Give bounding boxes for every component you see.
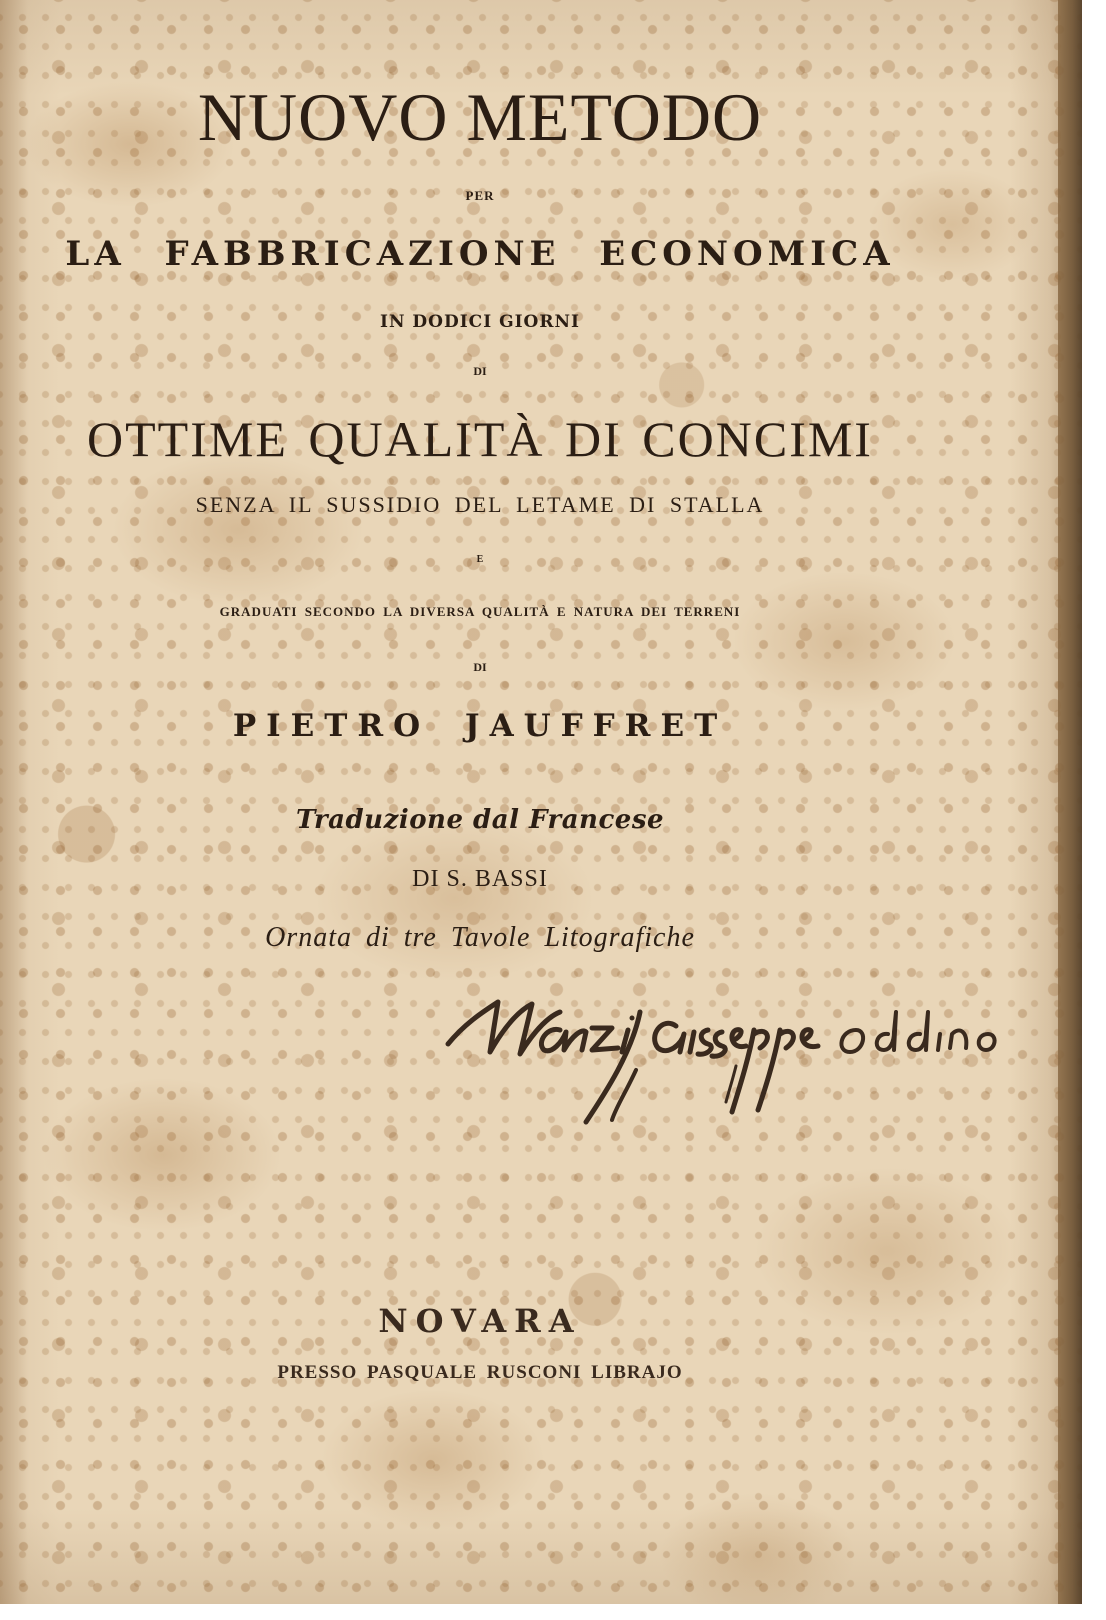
book-title: NUOVO METODO <box>197 79 763 155</box>
author-name: PIETRO JAUFFRET <box>232 708 728 744</box>
illustrations-note: Ornata di tre Tavole Litografiche <box>265 922 695 953</box>
publisher-line: PRESSO PASQUALE RUSCONI LIBRAJO <box>277 1362 683 1383</box>
subtitle-without: SENZA IL SUSSIDIO DEL LETAME DI STALLA <box>195 492 765 517</box>
publication-city: NOVARA <box>378 1302 582 1340</box>
subtitle-duration: IN DODICI GIORNI <box>380 312 580 332</box>
handwritten-signature <box>436 982 1036 1142</box>
subtitle-graded: GRADUATI SECONDO LA DIVERSA QUALITÀ E NATURA DEI TERRENI <box>219 604 741 619</box>
translator-name: DI S. BASSI <box>412 866 548 892</box>
connector-per: PER <box>465 188 495 203</box>
subtitle-subject: LA FABBRICAZIONE ECONOMICA <box>65 234 895 274</box>
translation-note: Traduzione dal Francese <box>295 805 665 835</box>
connector-e: E <box>476 554 484 565</box>
connector-di-author: DI <box>473 660 487 674</box>
subtitle-product: OTTIME QUALITÀ DI CONCIMI <box>87 411 873 467</box>
book-spine-edge <box>1058 0 1082 1604</box>
connector-di: DI <box>473 364 487 378</box>
